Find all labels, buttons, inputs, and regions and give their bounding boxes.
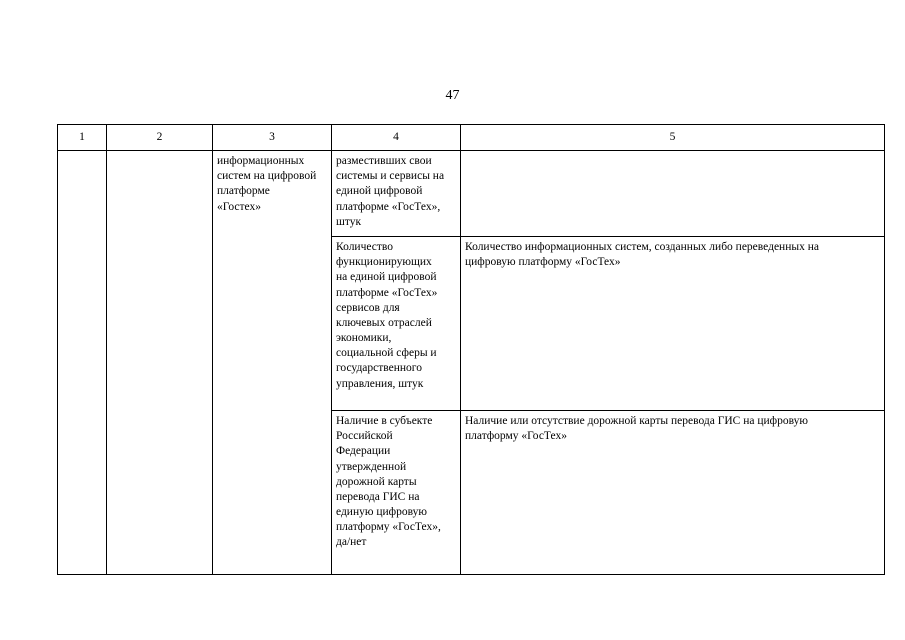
page-number: 47 (445, 88, 460, 103)
indicator-cell (332, 151, 461, 237)
method-cell (461, 411, 885, 575)
method-cell (461, 237, 885, 411)
column-header-5: 5 (461, 125, 885, 151)
col3-cell (213, 151, 332, 575)
column-header-2: 2 (107, 125, 213, 151)
indicator-cell (332, 411, 461, 575)
col2-cell (107, 151, 213, 575)
table-row (58, 151, 885, 237)
column-header-1: 1 (58, 125, 107, 151)
column-header-4: 4 (332, 125, 461, 151)
document-table (57, 124, 885, 575)
indicator-cell (332, 237, 461, 411)
column-header-3: 3 (213, 125, 332, 151)
method-text: Наличие или отсутствие дорожной карты перевода ГИС на цифровую платформу «ГосТех» (465, 415, 808, 443)
indicator-text: Наличие в субъекте Российской Федерации утвержденной дорожной карты перевода ГИС на единую цифровую платформу «ГосТех», да/нет (336, 415, 441, 549)
col1-cell (58, 151, 107, 575)
table-header-row (58, 125, 885, 151)
method-text: Количество информационных систем, созданных либо переведенных на цифровую платформу «ГосТех» (465, 241, 819, 269)
indicator-text: разместивших свои системы и сервисы на единой цифровой платформе «ГосТех», штук (336, 155, 445, 228)
method-cell (461, 151, 885, 237)
indicator-text: Количество функционирующих на единой цифровой платформе «ГосТех» сервисов для ключевых отраслей экономики, социальной сферы и государственного управления, штук (336, 241, 438, 390)
system-description: информационных систем на цифровой платформе «Гостех» (217, 155, 317, 213)
